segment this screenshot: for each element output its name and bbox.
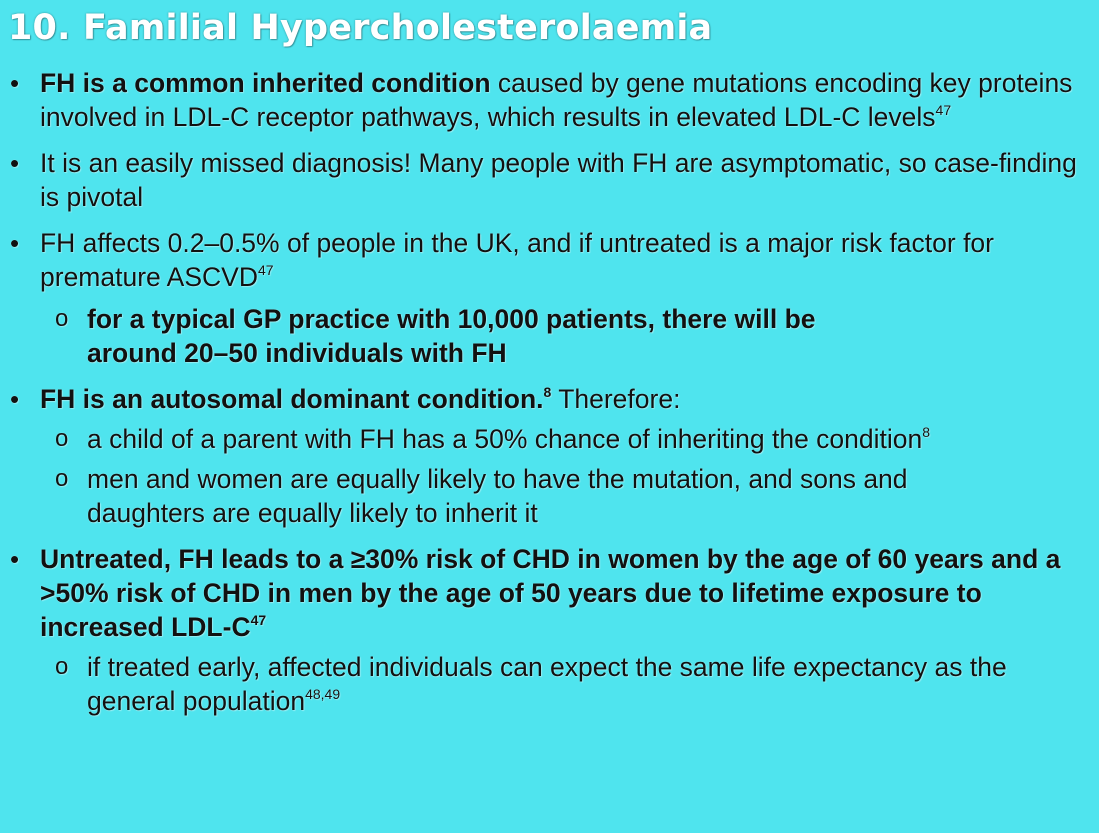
bullet-text: Therefore: — [551, 384, 681, 414]
bullet-easily-missed-diagnosis — [0, 146, 1099, 214]
bullet-fh-common-inherited — [0, 66, 1099, 134]
bullet-list — [0, 60, 1099, 718]
sub-bullet-text: a child of a parent with FH has a 50% chance of inheriting the condition — [87, 424, 923, 454]
bullet-text: It is an easily missed diagnosis! Many people with FH are asymptomatic, so case-finding is pivotal — [40, 148, 1077, 212]
sub-bullet-marker: o — [55, 425, 69, 452]
page-title: 10. Familial Hypercholesterolaemia — [8, 8, 713, 48]
sub-bullet-child-inheritance — [0, 422, 1099, 456]
bullet-marker: • — [10, 68, 20, 98]
sub-bullet-treated-early — [0, 650, 1099, 718]
bullet-marker: • — [10, 544, 20, 574]
bullet-marker: • — [10, 384, 20, 414]
reference-number: 47 — [257, 262, 274, 278]
sub-bullet-bold-text: for a typical GP practice with 10,000 patients, there will be around 20–50 individuals with FH — [87, 304, 816, 368]
bullet-autosomal-dominant — [0, 382, 1099, 416]
bullet-marker: • — [10, 228, 20, 258]
bullet-marker: • — [10, 148, 20, 178]
bullet-fh-prevalence — [0, 226, 1099, 294]
sub-bullet-text: if treated early, affected individuals can expect the same life expectancy as the general population — [87, 652, 1007, 716]
bullet-text: FH affects 0.2–0.5% of people in the UK, and if untreated is a major risk factor for premature ASCVD — [40, 228, 994, 292]
sub-bullet-marker: o — [55, 653, 69, 680]
bullet-untreated-chd-risk — [0, 542, 1099, 644]
bullet-bold-text: FH is an autosomal dominant condition. — [40, 384, 544, 414]
sub-bullet-men-and-women — [0, 462, 1099, 530]
reference-number: 47 — [935, 102, 952, 118]
sub-bullet-marker: o — [55, 305, 69, 332]
reference-number: 8 — [922, 424, 931, 440]
sub-bullet-text: men and women are equally likely to have the mutation, and sons and daughters are equally likely to inherit it — [87, 464, 908, 528]
bullet-text: caused by gene mutations encoding key proteins involved in LDL-C receptor pathways, which results in elevated LDL-C levels — [40, 68, 1073, 132]
bullet-bold-text: Untreated, FH leads to a ≥30% risk of CHD in women by the age of 60 years and a >50% risk of CHD in men by the age of 50 years due to lifetime exposure to increased LDL-C — [40, 544, 1061, 642]
reference-number: 47 — [250, 612, 267, 628]
sub-bullet-gp-practice — [0, 302, 1099, 370]
bullet-bold-text: FH is a common inherited condition — [40, 68, 491, 98]
sub-bullet-marker: o — [55, 465, 69, 492]
reference-number: 48,49 — [305, 686, 341, 702]
reference-number: 8 — [543, 384, 552, 400]
